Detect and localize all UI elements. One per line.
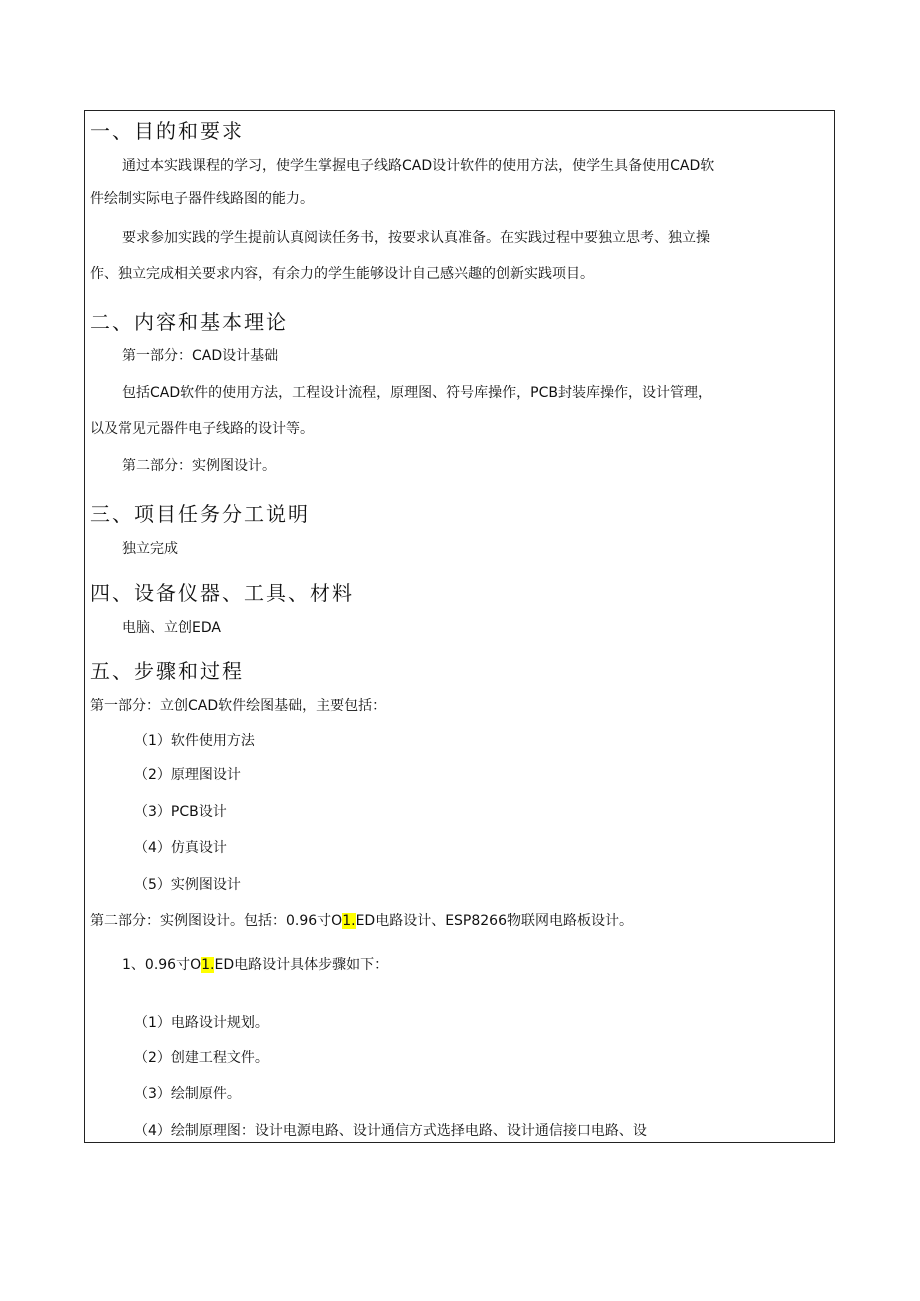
paragraph-line: 独立完成 <box>122 541 178 557</box>
paragraph-line: 包括CAD软件的使用方法，工程设计流程，原理图、符号库操作，PCB封装库操作，设计管理， <box>122 385 712 401</box>
section-heading-4: 四、设备仪器、工具、材料 <box>90 581 354 605</box>
highlighted-text: 1. <box>342 913 356 929</box>
list-item: （3）绘制原件。 <box>134 1086 241 1102</box>
paragraph-line: 作、独立完成相关要求内容，有余力的学生能够设计自己感兴趣的创新实践项目。 <box>90 266 594 282</box>
step1-title <box>122 954 388 974</box>
section-heading-5: 五、步骤和过程 <box>90 659 244 683</box>
list-item: （4）绘制原理图：设计电源电路、设计通信方式选择电路、设计通信接口电路、设 <box>134 1123 647 1139</box>
paragraph-line: 第一部分：CAD设计基础 <box>122 348 279 364</box>
paragraph-line: 通过本实践课程的学习，使学生掌握电子线路CAD设计软件的使用方法，使学生具备使用CAD软 <box>122 158 715 174</box>
highlighted-text: 1. <box>201 957 215 973</box>
list-item: （2）原理图设计 <box>134 767 241 783</box>
text-run: 1、0.96寸O <box>122 957 202 973</box>
list-item: （1）软件使用方法 <box>134 733 255 749</box>
paragraph-line: 第二部分：实例图设计。 <box>122 458 276 474</box>
list-item: （2）创建工程文件。 <box>134 1050 269 1066</box>
list-item: （1）电路设计规划。 <box>134 1015 269 1031</box>
text-run: 第二部分：实例图设计。包括：0.96寸O <box>90 913 343 929</box>
text-run: ED电路设计具体步骤如下： <box>214 957 389 973</box>
list-item: （3）PCB设计 <box>134 804 227 820</box>
paragraph-line: 要求参加实践的学生提前认真阅读任务书，按要求认真准备。在实践过程中要独立思考、独立操 <box>122 230 710 246</box>
paragraph-line: 电脑、立创EDA <box>122 620 221 636</box>
text-run: ED电路设计、ESP8266物联网电路板设计。 <box>355 913 633 929</box>
list-item: （4）仿真设计 <box>134 840 227 856</box>
section-heading-1: 一、目的和要求 <box>90 119 244 143</box>
paragraph-line: 以及常见元器件电子线路的设计等。 <box>90 421 314 437</box>
section-heading-3: 三、项目任务分工说明 <box>90 502 310 526</box>
part1-title: 第一部分：立创CAD软件绘图基础，主要包括： <box>90 698 387 714</box>
section-heading-2: 二、内容和基本理论 <box>90 310 288 334</box>
part2-line <box>90 910 633 930</box>
paragraph-line: 件绘制实际电子器件线路图的能力。 <box>90 191 314 207</box>
list-item: （5）实例图设计 <box>134 877 241 893</box>
